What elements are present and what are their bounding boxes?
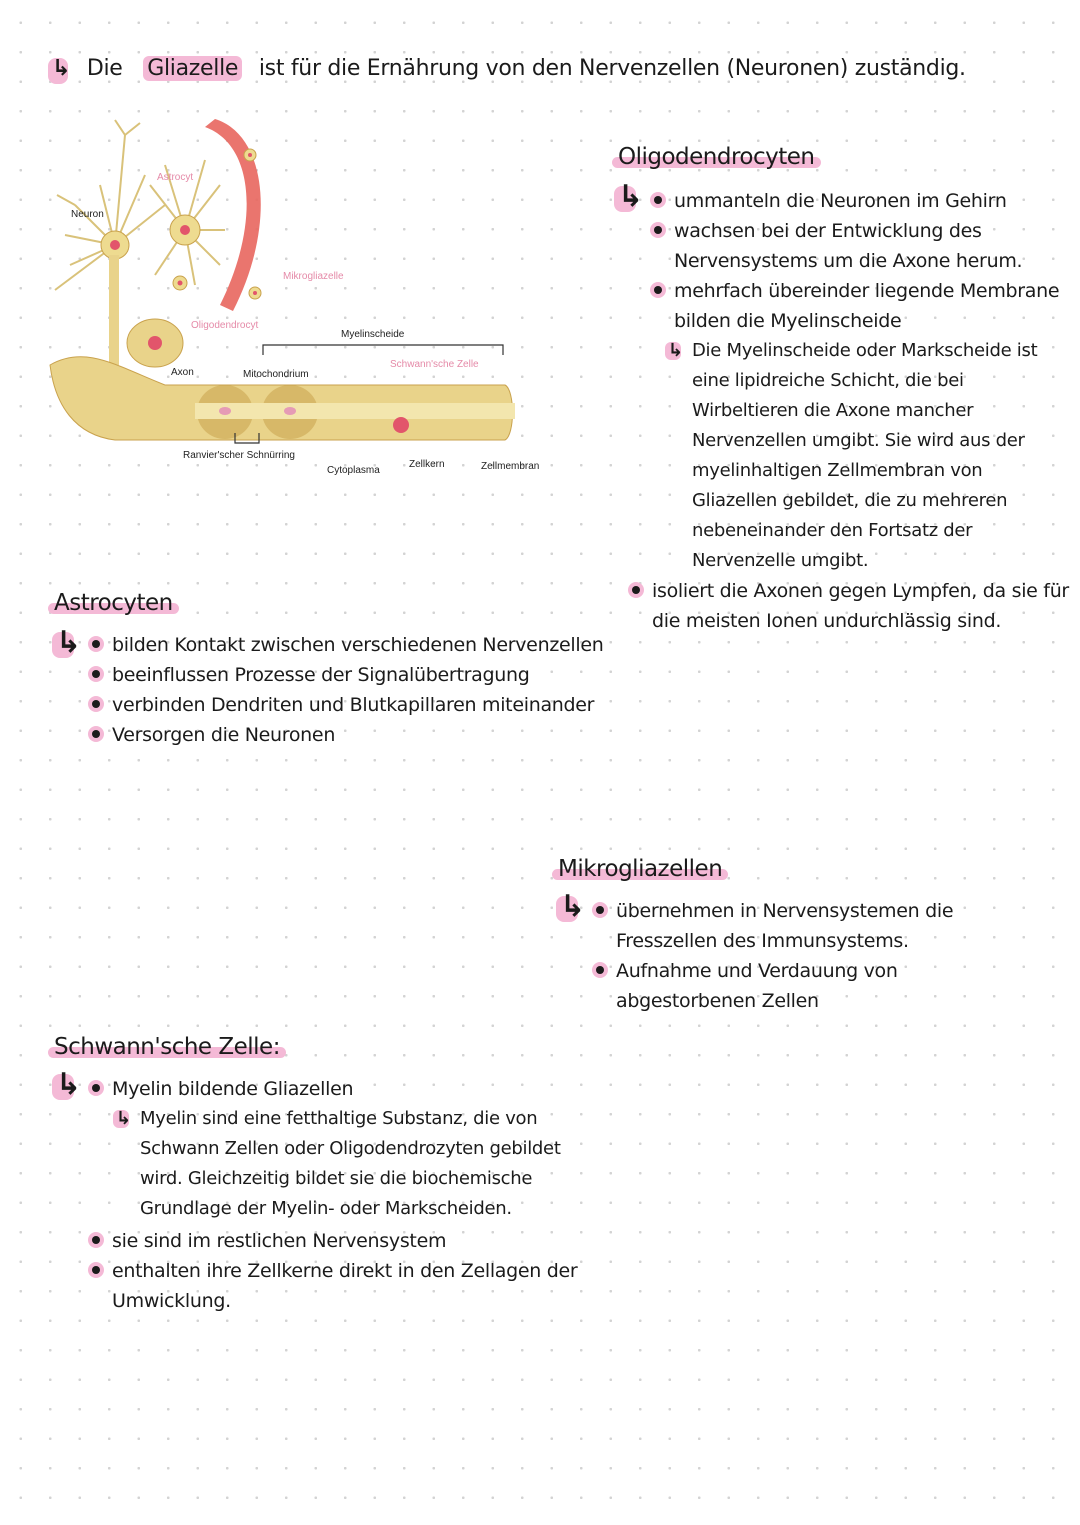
mitochondrium-1 <box>219 407 231 415</box>
myelinscheide-bracket <box>263 345 503 355</box>
label-zellmembran: Zellmembran <box>481 461 540 472</box>
axon-stem <box>109 255 119 365</box>
oligo-sub-text: Die Myelinscheide oder Markscheide ist eine lipidreiche Schicht, die bei Wirbeltieren die Axone mancher Nervenzellen umgibt. Sie wird aus der myelinhaltigen Zellmembran von Gliazellen gebildet, die zu mehreren nebeneinander den Fortsatz der Nervenzelle umgibt. <box>692 340 1038 571</box>
schwann-subnote <box>114 1104 608 1224</box>
list-item: Myelin bildende Gliazellen <box>90 1074 608 1104</box>
arrow-icon: ↳ <box>560 889 586 924</box>
schwann-bullets <box>90 1074 608 1104</box>
neuron-diagram <box>45 115 565 485</box>
arrow-icon: ↳ <box>668 336 683 366</box>
mitochondrium-2 <box>284 407 296 415</box>
section-astrocyten <box>48 590 648 750</box>
intro-prefix: Die <box>86 56 123 81</box>
label-myelinscheide: Myelinscheide <box>341 329 405 340</box>
oligo-bullets-2 <box>630 576 1072 636</box>
label-zellkern: Zellkern <box>409 459 445 470</box>
oligo-title: Oligodendrocyten <box>618 144 815 170</box>
label-schwann: Schwann'sche Zelle <box>390 359 479 370</box>
label-astrocyt: Astrocyt <box>157 172 194 183</box>
intro-line <box>52 56 966 81</box>
neuron-nucleus <box>110 240 120 250</box>
oligo-subnote <box>666 336 1072 576</box>
oligodendrocyte-nucleus <box>148 336 162 350</box>
list-item: verbinden Dendriten und Blutkapillaren miteinander <box>90 690 648 720</box>
astrocyte-nucleus <box>180 225 190 235</box>
list-item: sie sind im restlichen Nervensystem <box>90 1226 608 1256</box>
label-oligodendrocyt: Oligodendrocyt <box>191 320 259 331</box>
list-item: mehrfach übereinder liegende Membrane bilden die Myelinscheide <box>652 276 1072 336</box>
arrow-icon: ↳ <box>116 1104 131 1134</box>
schwann-title: Schwann'sche Zelle: <box>54 1034 280 1060</box>
section-oligodendrocyten <box>612 144 1072 636</box>
section-title <box>552 856 728 882</box>
schwann-sub-text: Myelin sind eine fetthaltige Substanz, die von Schwann Zellen oder Oligodendrozyten gebildet wird. Gleichzeitig bildet sie die biochemische Grundlage der Myelin- oder Markscheiden. <box>140 1108 561 1219</box>
astro-bullets <box>90 630 648 750</box>
blood-vessel <box>205 119 261 311</box>
section-schwann <box>48 1034 608 1316</box>
oligo-bullets <box>652 186 1072 336</box>
section-title <box>612 144 821 170</box>
axon-core <box>195 403 515 419</box>
list-item: beeinflussen Prozesse der Signalübertragung <box>90 660 648 690</box>
schwann-nucleus <box>393 417 409 433</box>
list-item: isoliert die Axonen gegen Lympfen, da sie für die meisten Ionen undurchlässig sind. <box>630 576 1072 636</box>
list-item: bilden Kontakt zwischen verschiedenen Nervenzellen <box>90 630 648 660</box>
list-item: ummanteln die Neuronen im Gehirn <box>652 186 1072 216</box>
label-ranvier: Ranvier'scher Schnürring <box>183 450 295 461</box>
mikro-title: Mikrogliazellen <box>558 856 723 882</box>
label-neuron: Neuron <box>71 209 104 220</box>
arrow-icon: ↳ <box>56 1067 82 1102</box>
label-axon: Axon <box>171 367 194 378</box>
label-mitochondrium: Mitochondrium <box>243 369 309 380</box>
section-mikrogliazellen <box>552 856 992 1016</box>
arrow-icon: ↳ <box>618 179 644 214</box>
list-item: übernehmen in Nervensystemen die Fresszellen des Immunsystems. <box>594 896 992 956</box>
arrow-icon: ↳ <box>56 625 82 660</box>
astro-title: Astrocyten <box>54 590 173 616</box>
section-title <box>48 590 179 616</box>
intro-text: ist für die Ernährung von den Nervenzellen (Neuronen) zuständig. <box>258 56 966 81</box>
list-item: enthalten ihre Zellkerne direkt in den Zellagen der Umwicklung. <box>90 1256 608 1316</box>
list-item: wachsen bei der Entwicklung des Nervensystems um die Axone herum. <box>652 216 1072 276</box>
intro-highlight: Gliazelle <box>143 56 242 81</box>
arrow-icon: ↳ <box>52 56 71 81</box>
list-item: Versorgen die Neuronen <box>90 720 648 750</box>
mikro-bullets <box>594 896 992 1016</box>
section-title <box>48 1034 286 1060</box>
schwann-bullets-2 <box>90 1226 608 1316</box>
label-cytoplasma: Cytoplasma <box>327 465 380 476</box>
label-mikrogliazelle: Mikrogliazelle <box>283 271 344 282</box>
list-item: Aufnahme und Verdauung von abgestorbenen Zellen <box>594 956 992 1016</box>
